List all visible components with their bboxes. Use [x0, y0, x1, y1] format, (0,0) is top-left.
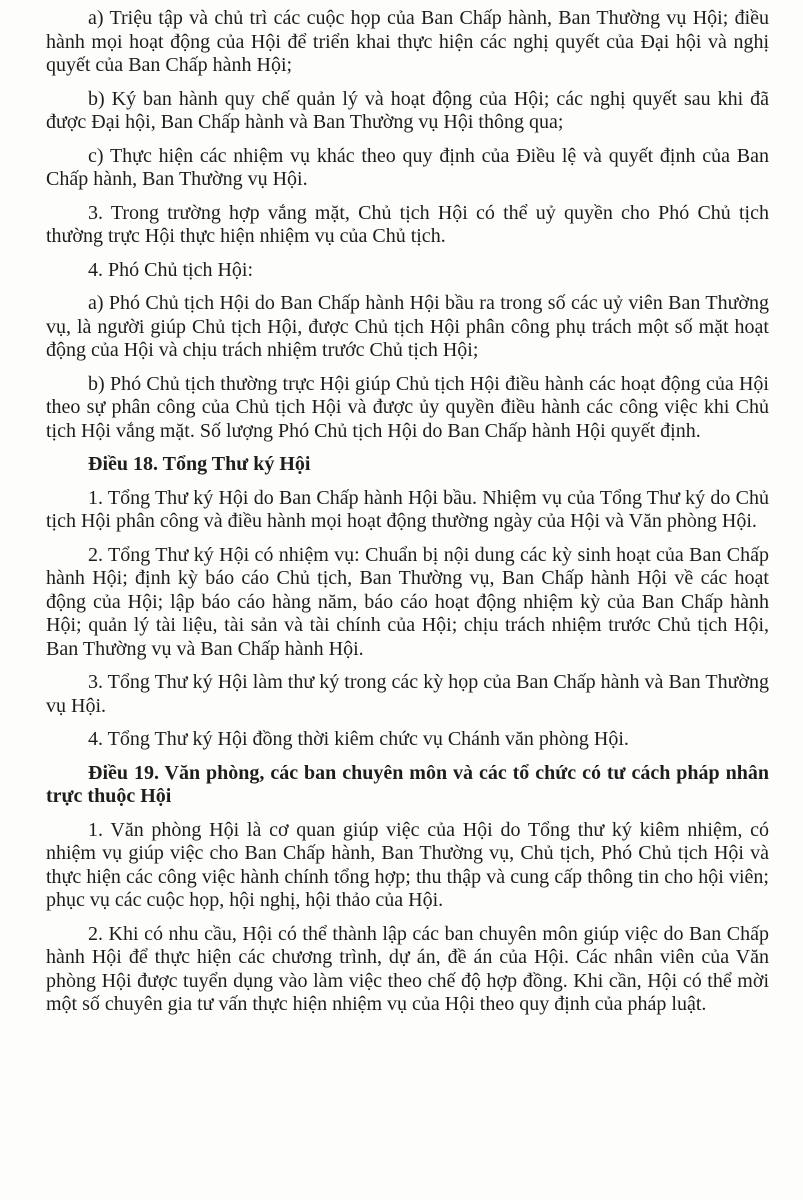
paragraph-chair-duty-b: b) Ký ban hành quy chế quản lý và hoạt động của Hội; các nghị quyết sau khi đã được Đại hội, Ban Chấp hành và Ban Thường vụ Hội thông qua; [46, 87, 769, 133]
paragraph-article-18-clause-3: 3. Tổng Thư ký Hội làm thư ký trong các kỳ họp của Ban Chấp hành và Ban Thường vụ Hội. [46, 671, 769, 717]
paragraph-article-19-clause-2: 2. Khi có nhu cầu, Hội có thể thành lập các ban chuyên môn giúp việc do Ban Chấp hành Hội để thực hiện các chương trình, dự án, đề án của Hội. Các nhân viên của Văn phòng Hội được tuyển dụng vào làm việc theo chế độ hợp đồng. Khi cần, Hội có thể mời một số chuyên gia tư vấn thực hiện nhiệm vụ của Hội theo quy định của pháp luật. [46, 922, 769, 1015]
paragraph-vice-chair-a: a) Phó Chủ tịch Hội do Ban Chấp hành Hội bầu ra trong số các uỷ viên Ban Thường vụ, là người giúp Chủ tịch Hội, được Chủ tịch Hội phân công phụ trách một số mặt hoạt động của Hội và chịu trách nhiệm trước Chủ tịch Hội; [46, 292, 769, 361]
paragraph-vice-chair-b: b) Phó Chủ tịch thường trực Hội giúp Chủ tịch Hội điều hành các hoạt động của Hội theo sự phân công của Chủ tịch Hội và được ủy quyền điều hành các công việc khi Chủ tịch Hội vắng mặt. Số lượng Phó Chủ tịch Hội do Ban Chấp hành Hội quyết định. [46, 372, 769, 442]
paragraph-article-18-clause-2: 2. Tổng Thư ký Hội có nhiệm vụ: Chuẩn bị nội dung các kỳ sinh hoạt của Ban Chấp hành Hội; định kỳ báo cáo Chủ tịch, Ban Thường vụ, Ban Chấp hành Hội về các hoạt động của Hội; lập báo cáo hàng năm, báo cáo hoạt động nhiệm kỳ của Ban Chấp hành Hội; quản lý tài liệu, tài sản và tài chính của Hội; chịu trách nhiệm trước Chủ tịch Hội, Ban Thường vụ và Ban Chấp hành Hội. [46, 543, 769, 660]
article-19-heading: Điều 19. Văn phòng, các ban chuyên môn và các tổ chức có tư cách pháp nhân trực thuộc Hội [46, 761, 769, 807]
paragraph-clause-3-authorization: 3. Trong trường hợp vắng mặt, Chủ tịch Hội có thể uỷ quyền cho Phó Chủ tịch thường trực Hội thực hiện nhiệm vụ của Chủ tịch. [46, 201, 769, 247]
paragraph-article-18-clause-4: 4. Tổng Thư ký Hội đồng thời kiêm chức vụ Chánh văn phòng Hội. [88, 728, 629, 750]
paragraph-article-18-clause-1: 1. Tổng Thư ký Hội do Ban Chấp hành Hội bầu. Nhiệm vụ của Tổng Thư ký do Chủ tịch Hội phân công và điều hành mọi hoạt động thường ngày của Hội và Văn phòng Hội. [46, 486, 769, 532]
paragraph-chair-duty-c: c) Thực hiện các nhiệm vụ khác theo quy định của Điều lệ và quyết định của Ban Chấp hành, Ban Thường vụ Hội. [46, 144, 769, 190]
paragraph-clause-4-vice-chair: 4. Phó Chủ tịch Hội: [88, 258, 254, 281]
article-18-heading: Điều 18. Tổng Thư ký Hội [88, 453, 311, 475]
paragraph-chair-duty-a: a) Triệu tập và chủ trì các cuộc họp của Ban Chấp hành, Ban Thường vụ Hội; điều hành mọi hoạt động của Hội để triển khai thực hiện các nghị quyết của Đại hội và nghị quyết của Ban Chấp hành Hội; [46, 7, 769, 76]
paragraph-article-19-clause-1: 1. Văn phòng Hội là cơ quan giúp việc của Hội do Tổng thư ký kiêm nhiệm, có nhiệm vụ giúp việc cho Ban Chấp hành, Ban Thường vụ, Chủ tịch, Phó Chủ tịch Hội và thực hiện các công việc hành chính tổng hợp; thu thập và cung cấp thông tin cho hội viên; phục vụ các cuộc họp, hội nghị, hội thảo của Hội. [46, 818, 769, 911]
